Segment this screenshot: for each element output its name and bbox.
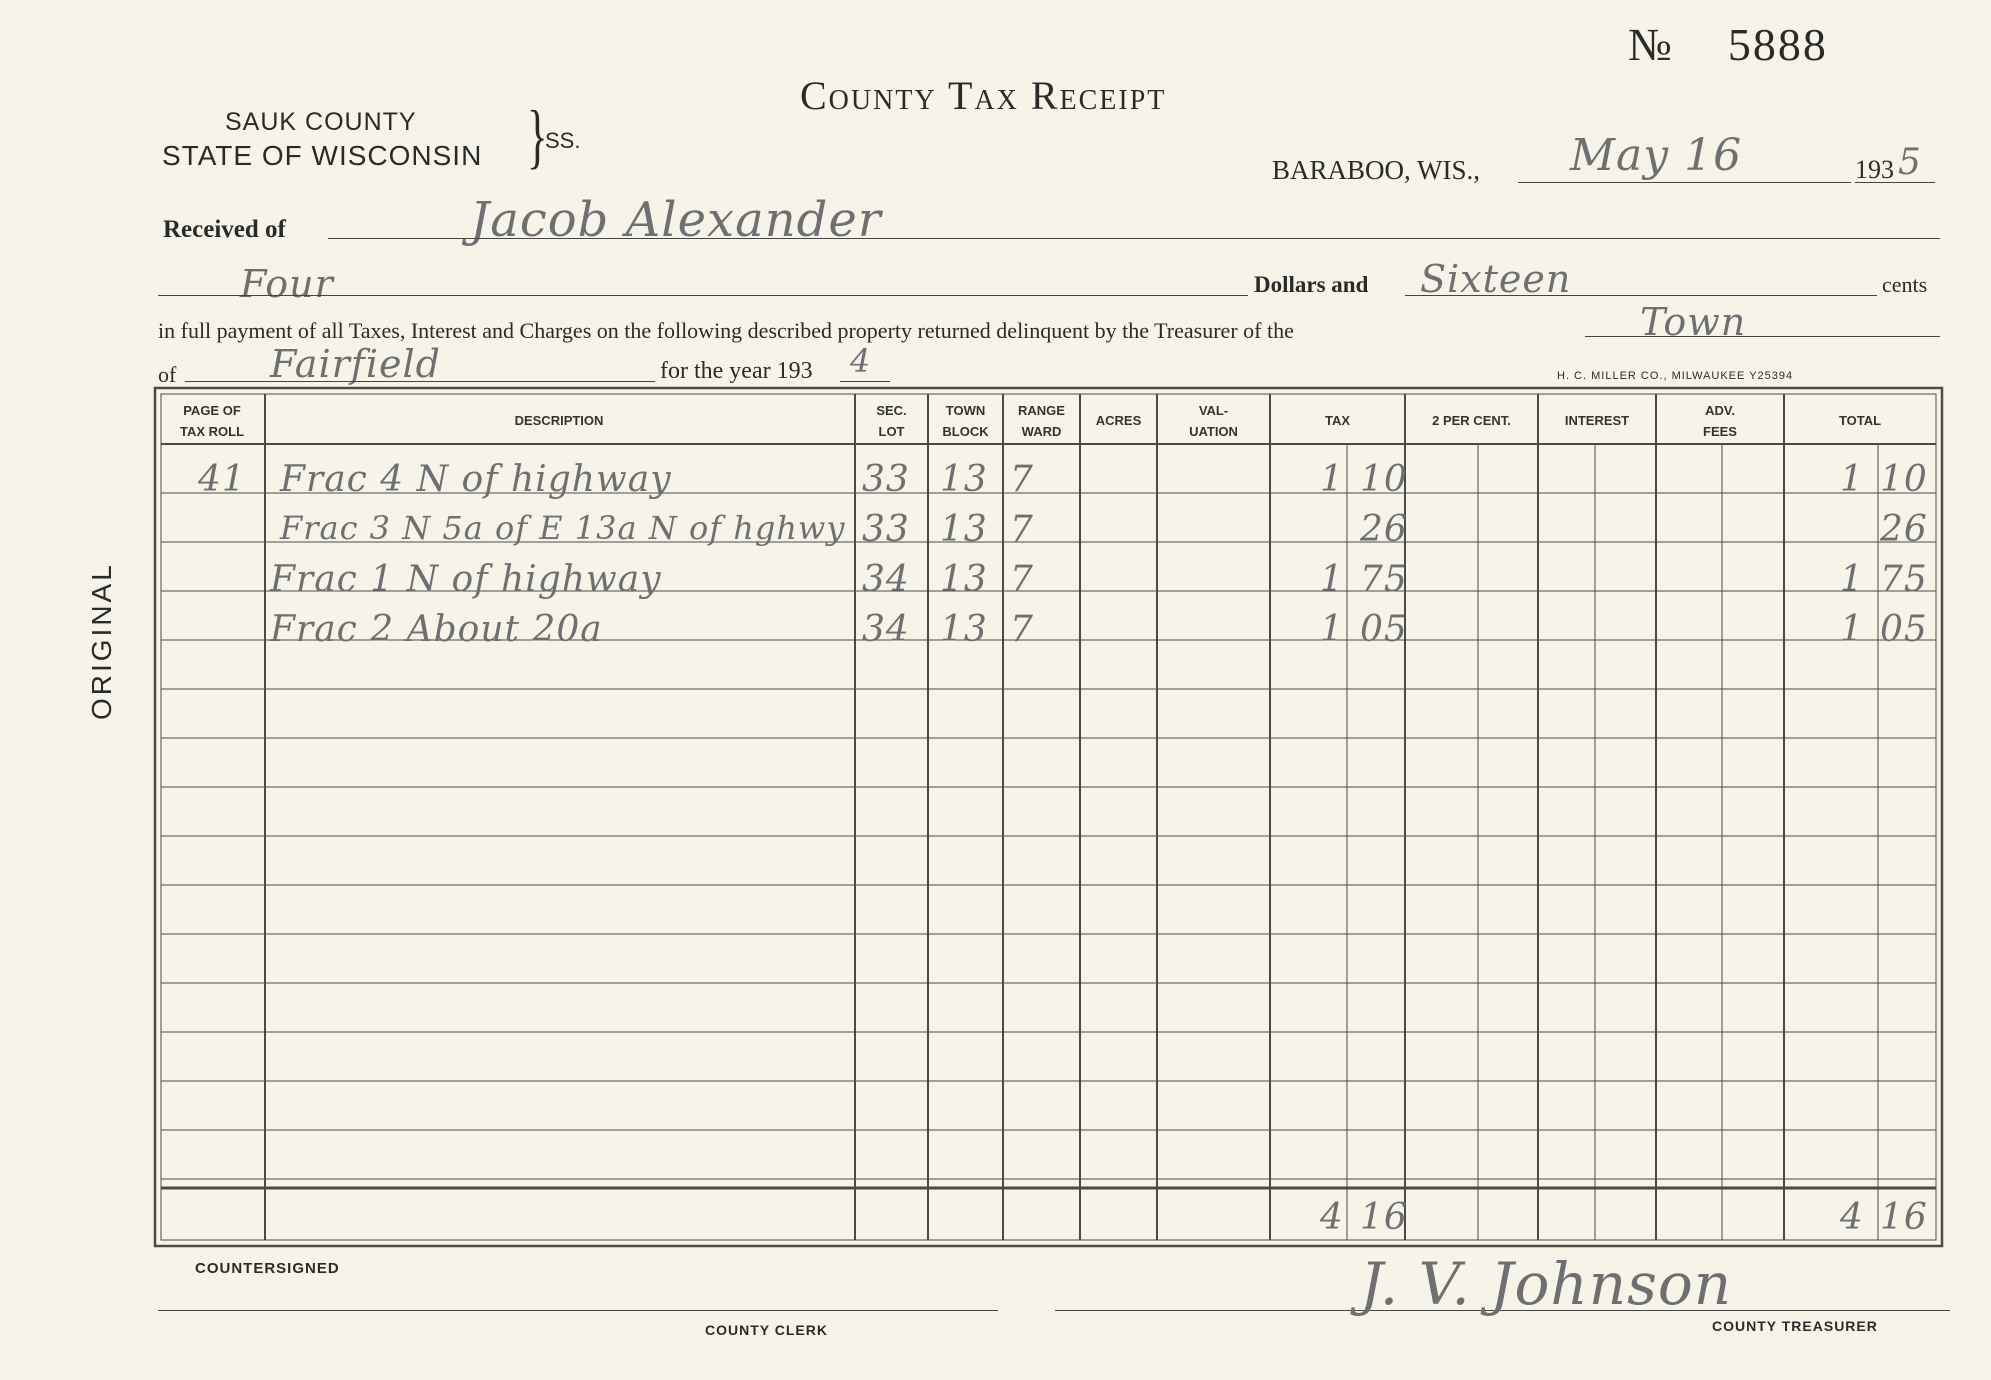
row-3-range: 7 <box>1010 559 1034 600</box>
year-prefix: 193 <box>1855 155 1894 184</box>
row-2-description: Frac 3 N 5a of E 13a N of hghwy <box>280 509 846 547</box>
row-3-total-dollars: 1 <box>1840 559 1864 600</box>
county-treasurer-label: COUNTY TREASURER <box>1712 1318 1878 1334</box>
row-3-sec: 34 <box>862 559 910 600</box>
header-description: DESCRIPTION <box>514 413 604 428</box>
original-label: ORIGINAL <box>86 562 117 720</box>
row-2-range: 7 <box>1010 509 1034 550</box>
header-total: TOTAL <box>1838 413 1882 428</box>
row-4-town: 13 <box>940 609 988 650</box>
row-3-total-cents: 75 <box>1880 559 1928 600</box>
treasurer-signature: J. V. Johnson <box>1360 1250 1733 1318</box>
header-interest: INTEREST <box>1564 413 1630 428</box>
header-acres: ACRES <box>1095 413 1142 428</box>
ss-label: SS. <box>545 128 581 153</box>
receipt-date: May 16 <box>1570 130 1743 181</box>
header-range-ward: RANGE WARD <box>1018 403 1065 439</box>
state-name: STATE OF WISCONSIN <box>162 140 483 171</box>
row-4-total-dollars: 1 <box>1840 609 1864 650</box>
row-1-tax-dollars: 1 <box>1320 459 1344 500</box>
payer-name: Jacob Alexander <box>470 192 882 248</box>
year-suffix: 5 <box>1898 142 1922 183</box>
row-3-tax-cents: 75 <box>1360 559 1408 600</box>
brace-mark: } <box>526 96 548 176</box>
receipt-number: № 5888 <box>1628 19 1828 70</box>
header-town-block: TOWN BLOCK <box>942 403 989 439</box>
header-valuation: VAL- UATION <box>1189 403 1238 439</box>
treasurer-of-value: Town <box>1640 300 1747 344</box>
row-4-total-cents: 05 <box>1880 609 1928 650</box>
city-label: BARABOO, WIS., <box>1272 155 1481 185</box>
cents-written: Sixteen <box>1420 257 1572 301</box>
municipality-name: Fairfield <box>270 342 441 386</box>
for-year-label: for the year 193 <box>660 358 813 384</box>
received-of-label: Received of <box>163 216 286 243</box>
sum-total-dollars: 4 <box>1840 1197 1864 1238</box>
header-adv-fees: ADV. FEES <box>1703 403 1737 439</box>
row-2-total-cents: 26 <box>1880 509 1928 550</box>
row-2-town: 13 <box>940 509 988 550</box>
row-4-description: Frac 2 About 20a <box>270 609 603 650</box>
for-year-suffix: 4 <box>850 342 872 380</box>
row-2-tax-cents: 26 <box>1360 509 1408 550</box>
county-clerk-label: COUNTY CLERK <box>705 1322 828 1338</box>
row-3-description: Frac 1 N of highway <box>270 559 662 600</box>
county-name: SAUK COUNTY <box>225 108 417 136</box>
row-1-town: 13 <box>940 459 988 500</box>
row-2-sec: 33 <box>862 509 910 550</box>
countersigned-label: COUNTERSIGNED <box>195 1260 340 1277</box>
row-1-range: 7 <box>1010 459 1034 500</box>
row-4-tax-dollars: 1 <box>1320 609 1344 650</box>
dollars-label: Dollars and <box>1254 272 1369 297</box>
payment-statement: in full payment of all Taxes, Interest and Charges on the following described property returned delinquent by the Treasurer of the <box>158 318 1294 343</box>
header-two-percent: 2 PER CENT. <box>1432 413 1511 428</box>
row-3-town: 13 <box>940 559 988 600</box>
sum-total-cents: 16 <box>1880 1197 1928 1238</box>
row-3-tax-dollars: 1 <box>1320 559 1344 600</box>
row-1-sec: 33 <box>862 459 910 500</box>
row-1-total-cents: 10 <box>1880 459 1928 500</box>
sum-tax-dollars: 4 <box>1320 1197 1344 1238</box>
row-4-sec: 34 <box>862 609 910 650</box>
receipt-title: County Tax Receipt <box>800 73 1167 118</box>
header-sec-lot: SEC. LOT <box>876 403 907 439</box>
cents-label: cents <box>1882 272 1928 297</box>
of-label: of <box>158 362 177 387</box>
printer-imprint: H. C. MILLER CO., MILWAUKEE Y25394 <box>1557 370 1794 382</box>
row-4-range: 7 <box>1010 609 1034 650</box>
row-1-tax-cents: 10 <box>1360 459 1408 500</box>
row-1-page: 41 <box>198 459 246 500</box>
row-1-description: Frac 4 N of highway <box>280 459 672 500</box>
sum-tax-cents: 16 <box>1360 1197 1408 1238</box>
row-4-tax-cents: 05 <box>1360 609 1408 650</box>
row-1-total-dollars: 1 <box>1840 459 1864 500</box>
header-page-of-tax-roll: PAGE OF TAX ROLL <box>179 403 245 439</box>
header-tax: TAX <box>1324 413 1351 428</box>
dollars-written: Four <box>240 262 334 306</box>
